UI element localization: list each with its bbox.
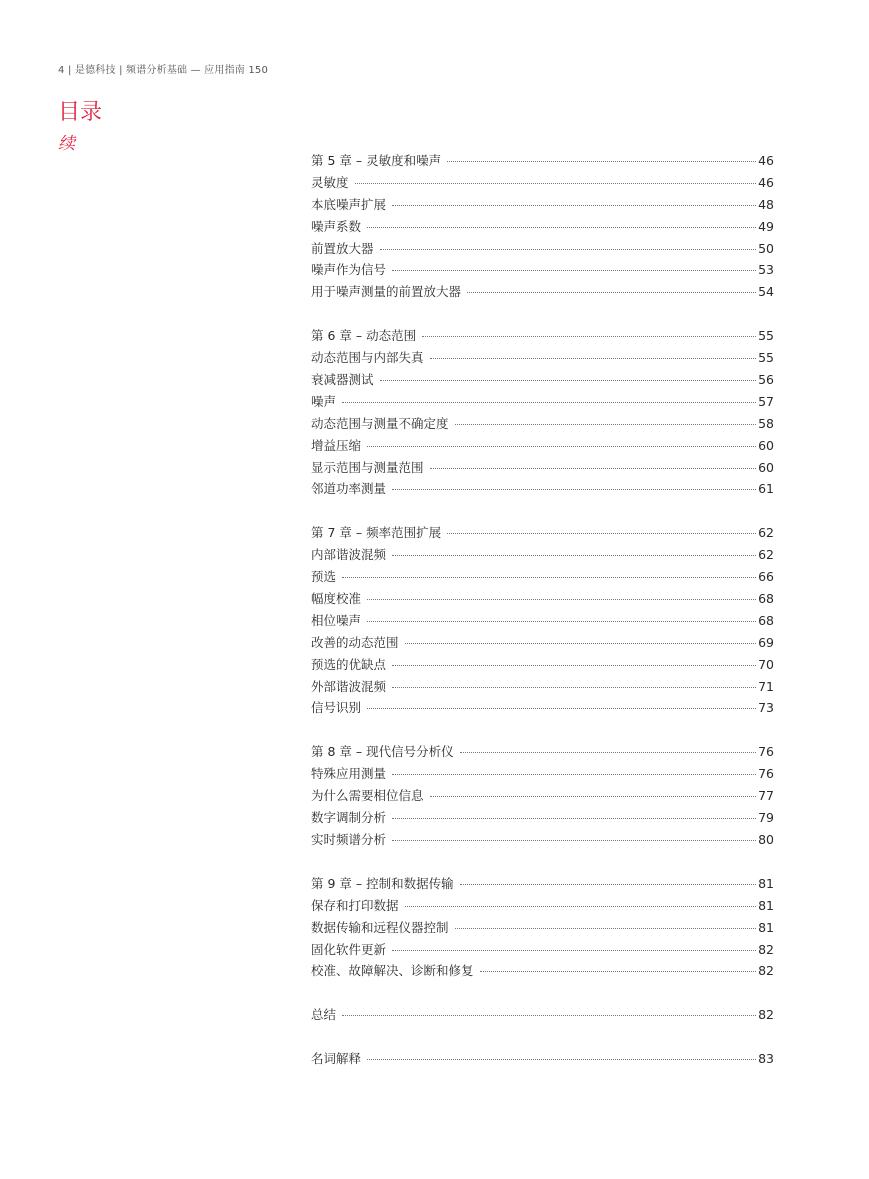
toc-entry[interactable] [311, 939, 774, 961]
toc-leader-dots [367, 621, 756, 622]
toc-leader-dots [392, 489, 756, 490]
toc-entry-page: 77 [758, 788, 774, 804]
toc-leader-dots [367, 708, 756, 709]
toc-leader-dots [430, 468, 757, 469]
toc-leader-dots [392, 818, 756, 819]
toc-leader-dots [380, 249, 757, 250]
toc-entry[interactable] [311, 610, 774, 632]
toc-leader-dots [342, 577, 756, 578]
toc-leader-dots [392, 665, 756, 666]
toc-leader-dots [455, 928, 757, 929]
toc-entry-page: 49 [758, 218, 774, 234]
toc-entry-label: 固化软件更新 [311, 941, 387, 957]
toc-entry-page: 81 [758, 897, 774, 913]
page-title: 目录 [58, 100, 103, 125]
toc-entry-page: 79 [758, 810, 774, 826]
toc-entry-label: 衰减器测试 [311, 372, 374, 388]
toc-entry-page: 62 [758, 525, 774, 541]
toc-entry[interactable] [311, 369, 774, 391]
toc-entry[interactable] [311, 785, 774, 807]
toc-leader-dots [430, 796, 757, 797]
toc-entry-label: 噪声作为信号 [311, 262, 387, 278]
toc-leader-dots [455, 424, 757, 425]
toc-entry-page: 55 [758, 350, 774, 366]
toc-entry-label: 前置放大器 [311, 240, 374, 256]
toc-entry[interactable] [311, 544, 774, 566]
toc-entry-label: 灵敏度 [311, 174, 349, 190]
toc-entry[interactable] [311, 741, 774, 763]
toc-group [311, 1048, 774, 1070]
toc-entry[interactable] [311, 413, 774, 435]
toc-leader-dots [367, 227, 756, 228]
toc-entry-page: 61 [758, 481, 774, 497]
toc-entry-page: 54 [758, 284, 774, 300]
toc-entry[interactable] [311, 1048, 774, 1070]
toc-entry-page: 62 [758, 547, 774, 563]
toc-entry[interactable] [311, 238, 774, 260]
toc-entry[interactable] [311, 457, 774, 479]
toc-entry[interactable] [311, 960, 774, 982]
toc-entry-label: 噪声系数 [311, 218, 362, 234]
toc-entry-label: 预选的优缺点 [311, 656, 387, 672]
toc-entry-label: 第 7 章 – 频率范围扩展 [311, 525, 442, 541]
toc-leader-dots [392, 687, 756, 688]
toc-leader-dots [392, 205, 756, 206]
toc-entry-label: 信号识别 [311, 700, 362, 716]
toc-entry-page: 68 [758, 591, 774, 607]
toc-entry[interactable] [311, 763, 774, 785]
toc-group [311, 873, 774, 982]
toc-entry-page: 82 [758, 941, 774, 957]
toc-entry-page: 58 [758, 415, 774, 431]
toc-leader-dots [460, 884, 756, 885]
toc-leader-dots [405, 906, 757, 907]
toc-entry[interactable] [311, 632, 774, 654]
toc-entry[interactable] [311, 895, 774, 917]
toc-entry-page: 60 [758, 437, 774, 453]
toc-entry[interactable] [311, 435, 774, 457]
toc-group [311, 1004, 774, 1026]
toc-leader-dots [392, 840, 756, 841]
toc-entry-page: 53 [758, 262, 774, 278]
toc-leader-dots [392, 555, 756, 556]
table-of-contents [311, 150, 774, 1092]
toc-entry-label: 第 6 章 – 动态范围 [311, 328, 417, 344]
toc-group [311, 150, 774, 303]
toc-entry-label: 第 8 章 – 现代信号分析仪 [311, 744, 454, 760]
toc-entry-page: 69 [758, 634, 774, 650]
toc-entry-label: 内部谐波混频 [311, 547, 387, 563]
toc-leader-dots [467, 292, 756, 293]
toc-leader-dots [342, 402, 756, 403]
toc-entry-label: 预选 [311, 569, 337, 585]
toc-entry-label: 特殊应用测量 [311, 766, 387, 782]
toc-entry[interactable] [311, 478, 774, 500]
toc-entry-label: 为什么需要相位信息 [311, 788, 424, 804]
toc-entry-page: 82 [758, 963, 774, 979]
toc-entry-label: 动态范围与测量不确定度 [311, 415, 449, 431]
toc-leader-dots [460, 752, 756, 753]
toc-entry-page: 71 [758, 678, 774, 694]
toc-entry[interactable] [311, 194, 774, 216]
toc-entry-page: 66 [758, 569, 774, 585]
toc-entry-label: 本底噪声扩展 [311, 196, 387, 212]
toc-entry-page: 76 [758, 744, 774, 760]
toc-entry[interactable] [311, 347, 774, 369]
toc-leader-dots [422, 336, 756, 337]
toc-entry[interactable] [311, 654, 774, 676]
toc-entry-page: 50 [758, 240, 774, 256]
toc-entry[interactable] [311, 281, 774, 303]
toc-entry-label: 校准、故障解决、诊断和修复 [311, 963, 474, 979]
toc-leader-dots [405, 643, 757, 644]
toc-entry[interactable] [311, 325, 774, 347]
toc-leader-dots [392, 270, 756, 271]
toc-group [311, 741, 774, 850]
toc-entry-label: 相位噪声 [311, 612, 362, 628]
toc-entry[interactable] [311, 917, 774, 939]
toc-entry-label: 第 9 章 – 控制和数据传输 [311, 875, 454, 891]
toc-leader-dots [392, 950, 756, 951]
toc-entry[interactable] [311, 391, 774, 413]
toc-entry[interactable] [311, 259, 774, 281]
toc-entry-page: 81 [758, 875, 774, 891]
toc-entry-page: 57 [758, 393, 774, 409]
toc-entry[interactable] [311, 829, 774, 851]
toc-entry-label: 数据传输和远程仪器控制 [311, 919, 449, 935]
toc-entry-label: 总结 [311, 1007, 337, 1023]
running-head: 4 | 是德科技 | 频谱分析基础 — 应用指南 150 [58, 65, 269, 76]
toc-entry[interactable] [311, 150, 774, 172]
toc-entry-label: 幅度校准 [311, 591, 362, 607]
toc-entry-page: 80 [758, 831, 774, 847]
toc-entry-page: 70 [758, 656, 774, 672]
toc-entry[interactable] [311, 172, 774, 194]
toc-entry-label: 显示范围与测量范围 [311, 459, 424, 475]
toc-entry[interactable] [311, 676, 774, 698]
toc-entry[interactable] [311, 566, 774, 588]
toc-entry[interactable] [311, 873, 774, 895]
toc-entry-label: 实时频谱分析 [311, 831, 387, 847]
toc-leader-dots [430, 358, 757, 359]
toc-entry-page: 60 [758, 459, 774, 475]
toc-entry-label: 名词解释 [311, 1051, 362, 1067]
toc-entry-label: 数字调制分析 [311, 810, 387, 826]
toc-entry-label: 噪声 [311, 393, 337, 409]
toc-entry[interactable] [311, 216, 774, 238]
toc-entry-page: 55 [758, 328, 774, 344]
toc-entry[interactable] [311, 588, 774, 610]
toc-entry-label: 改善的动态范围 [311, 634, 399, 650]
toc-leader-dots [367, 1059, 756, 1060]
page-subtitle: 续 [58, 134, 75, 154]
toc-leader-dots [480, 971, 757, 972]
toc-entry[interactable] [311, 1004, 774, 1026]
toc-entry-label: 增益压缩 [311, 437, 362, 453]
toc-leader-dots [367, 446, 756, 447]
toc-entry-page: 56 [758, 372, 774, 388]
toc-entry-page: 46 [758, 153, 774, 168]
toc-leader-dots [447, 161, 756, 162]
toc-entry[interactable] [311, 807, 774, 829]
toc-leader-dots [355, 183, 757, 184]
toc-entry-page: 73 [758, 700, 774, 716]
toc-leader-dots [342, 1015, 756, 1016]
toc-group [311, 522, 774, 719]
toc-entry-page: 76 [758, 766, 774, 782]
toc-entry-page: 68 [758, 612, 774, 628]
toc-entry-label: 邻道功率测量 [311, 481, 387, 497]
toc-leader-dots [447, 533, 756, 534]
toc-entry-page: 81 [758, 919, 774, 935]
toc-entry[interactable] [311, 522, 774, 544]
toc-entry-label: 动态范围与内部失真 [311, 350, 424, 366]
toc-entry-label: 外部谐波混频 [311, 678, 387, 694]
toc-entry[interactable] [311, 697, 774, 719]
toc-entry-page: 82 [758, 1007, 774, 1023]
toc-leader-dots [392, 774, 756, 775]
toc-leader-dots [380, 380, 757, 381]
toc-entry-label: 保存和打印数据 [311, 897, 399, 913]
toc-entry-page: 48 [758, 196, 774, 212]
toc-entry-label: 用于噪声测量的前置放大器 [311, 284, 462, 300]
toc-entry-page: 46 [758, 174, 774, 190]
toc-group [311, 325, 774, 500]
toc-entry-label: 第 5 章 – 灵敏度和噪声 [311, 153, 442, 168]
toc-leader-dots [367, 599, 756, 600]
toc-entry-page: 83 [758, 1051, 774, 1067]
